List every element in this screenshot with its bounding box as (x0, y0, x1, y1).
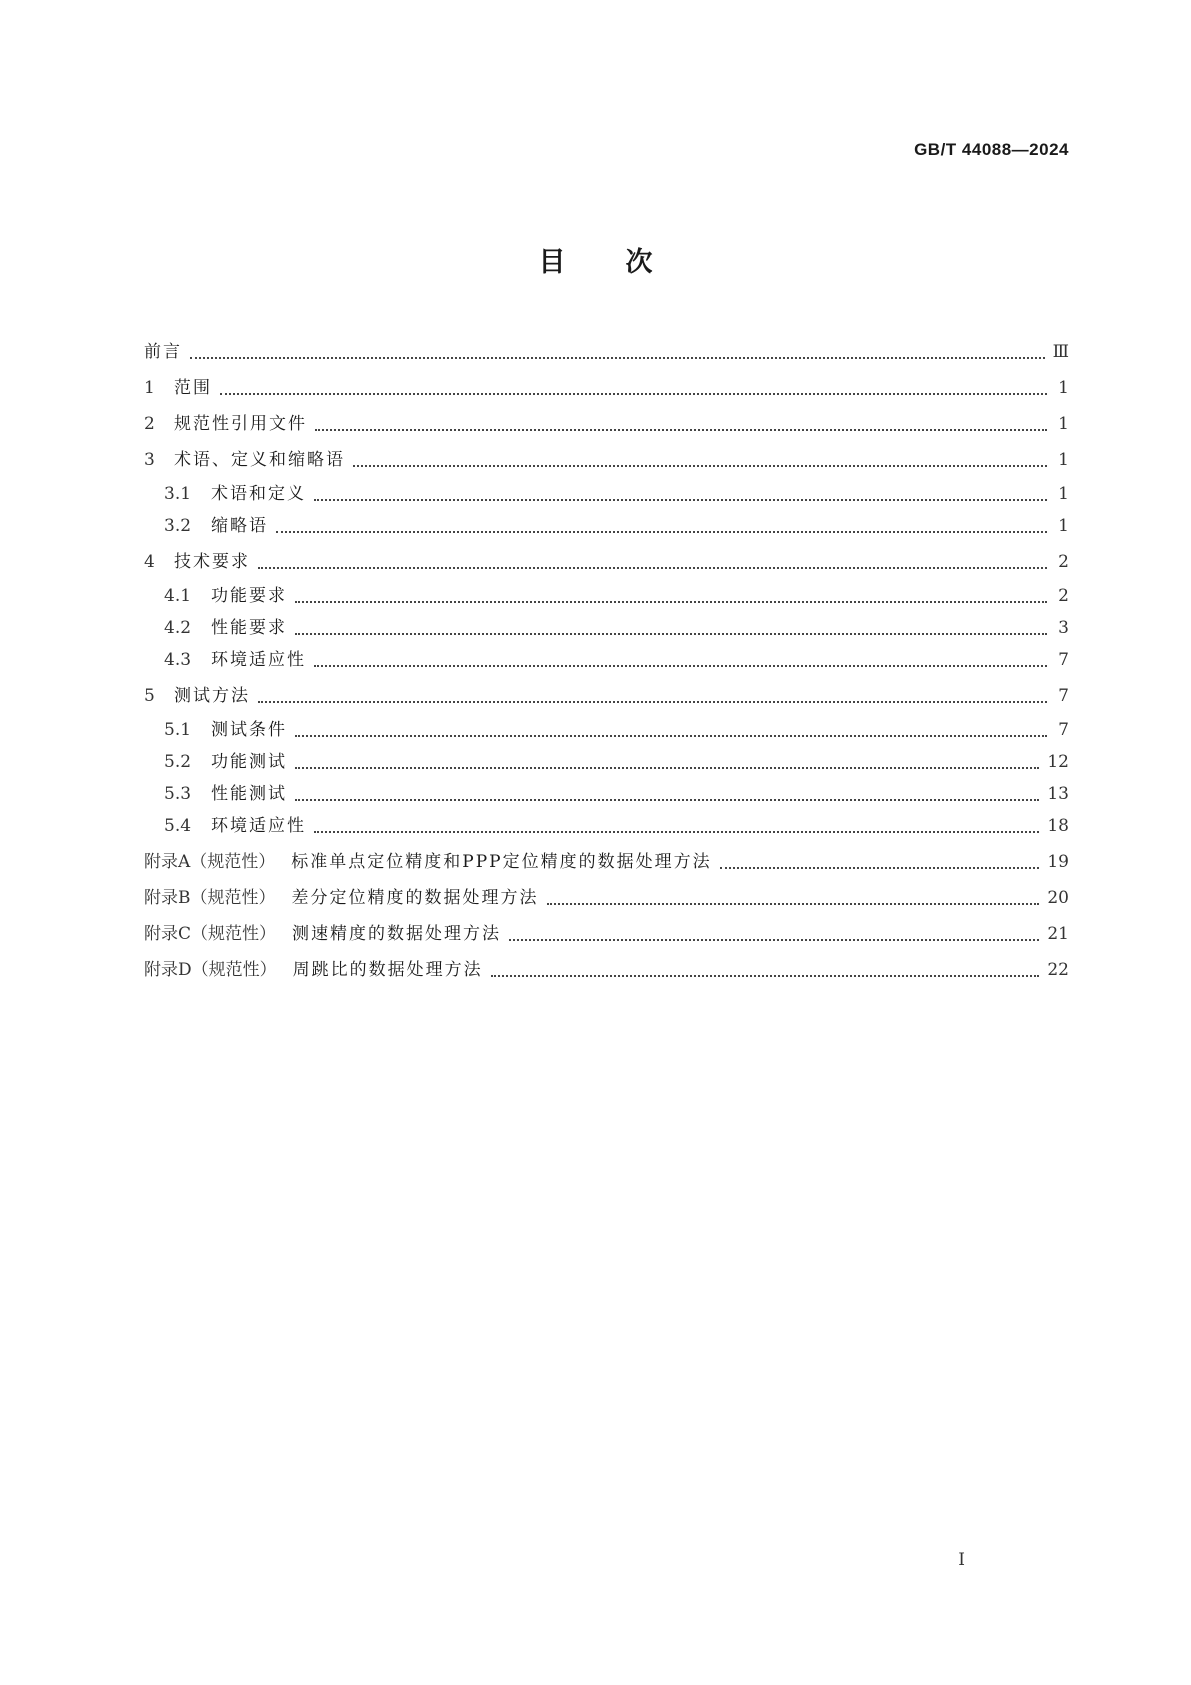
toc-entry-number: 4.2 (164, 618, 192, 638)
toc-entry-number: 3.2 (164, 516, 192, 536)
toc-dot-leader (353, 464, 1047, 467)
toc-entry-page: 1 (1058, 484, 1069, 504)
toc-entry-page: 20 (1047, 888, 1069, 908)
toc-entry-page: 19 (1047, 852, 1069, 872)
toc-entry-number: 5.1 (164, 720, 192, 740)
toc-entry-page: 1 (1058, 378, 1069, 398)
toc-entry-number: 5 (144, 686, 155, 706)
toc-entry-label: 前言 (144, 342, 182, 362)
toc-dot-leader (276, 530, 1047, 533)
toc-entry-label: 环境适应性 (211, 816, 306, 836)
toc-entry-label: 性能要求 (211, 618, 287, 638)
toc-entry-page: 2 (1058, 586, 1069, 606)
toc-dot-leader (258, 566, 1047, 569)
toc-entry-label: 性能测试 (211, 784, 287, 804)
toc-entry-label: 技术要求 (174, 552, 250, 572)
toc-entry-label: 差分定位精度的数据处理方法 (291, 888, 539, 908)
page-title: 目次 (538, 247, 713, 278)
toc-entry-number: 5.3 (164, 784, 192, 804)
toc-dot-leader (295, 766, 1039, 769)
toc-entry-number: 附录D（规范性） (144, 960, 277, 980)
standard-code: GB/T 44088—2024 (914, 140, 1069, 159)
toc-entry-number: 3.1 (164, 484, 192, 504)
toc-entry-label: 周跳比的数据处理方法 (292, 960, 483, 980)
toc-entry-label: 功能要求 (211, 586, 287, 606)
toc-entry-5-2[interactable] (144, 750, 1069, 774)
table-of-contents (144, 340, 1069, 982)
toc-entry-2[interactable] (144, 412, 1069, 436)
toc-entry-label: 功能测试 (211, 752, 287, 772)
toc-dot-leader (314, 830, 1039, 833)
toc-entry-label: 测试方法 (174, 686, 250, 706)
toc-entry-5-3[interactable] (144, 782, 1069, 806)
toc-entry-page: 21 (1047, 924, 1069, 944)
toc-entry-3-1[interactable] (144, 482, 1069, 506)
toc-entry-number: 4 (144, 552, 155, 572)
toc-entry-5[interactable] (144, 684, 1069, 708)
toc-entry-label: 规范性引用文件 (174, 414, 307, 434)
toc-entry-page: 2 (1058, 552, 1069, 572)
toc-entry-label: 测速精度的数据处理方法 (292, 924, 502, 944)
toc-entry-number: 1 (144, 378, 155, 398)
toc-entry-page: Ⅲ (1052, 342, 1069, 362)
toc-dot-leader (295, 600, 1047, 603)
toc-entry-page: 1 (1058, 516, 1069, 536)
toc-dot-leader (491, 974, 1040, 977)
toc-entry-label: 术语和定义 (211, 484, 306, 504)
toc-entry-page: 18 (1047, 816, 1069, 836)
toc-entry-number: 5.2 (164, 752, 192, 772)
toc-dot-leader (314, 498, 1047, 501)
toc-entry-label: 缩略语 (211, 516, 268, 536)
toc-dot-leader (220, 392, 1047, 395)
toc-dot-leader (258, 700, 1047, 703)
toc-entry-appendix-c[interactable] (144, 922, 1069, 946)
toc-entry-foreword[interactable] (144, 340, 1069, 364)
toc-dot-leader (295, 734, 1047, 737)
toc-dot-leader (295, 798, 1039, 801)
toc-entry-number: 3 (144, 450, 155, 470)
toc-entry-number: 附录C（规范性） (144, 924, 277, 944)
toc-entry-appendix-d[interactable] (144, 958, 1069, 982)
toc-entry-appendix-b[interactable] (144, 886, 1069, 910)
toc-dot-leader (314, 664, 1047, 667)
toc-entry-number: 2 (144, 414, 155, 434)
toc-entry-page: 1 (1058, 414, 1069, 434)
toc-entry-label: 范围 (174, 378, 212, 398)
toc-dot-leader (315, 428, 1047, 431)
page-number: Ⅰ (958, 1550, 965, 1570)
toc-entry-page: 3 (1058, 618, 1069, 638)
toc-entry-4-3[interactable] (144, 648, 1069, 672)
toc-entry-page: 13 (1047, 784, 1069, 804)
toc-entry-number: 5.4 (164, 816, 192, 836)
toc-dot-leader (295, 632, 1047, 635)
toc-entry-page: 7 (1058, 720, 1069, 740)
toc-entry-page: 7 (1058, 686, 1069, 706)
toc-dot-leader (190, 356, 1045, 359)
toc-entry-label: 术语、定义和缩略语 (174, 450, 345, 470)
toc-entry-label: 测试条件 (211, 720, 287, 740)
toc-entry-page: 12 (1047, 752, 1069, 772)
toc-dot-leader (720, 866, 1040, 869)
toc-entry-page: 1 (1058, 450, 1069, 470)
toc-entry-page: 7 (1058, 650, 1069, 670)
toc-entry-4-1[interactable] (144, 584, 1069, 608)
toc-entry-appendix-a[interactable] (144, 850, 1069, 874)
toc-entry-page: 22 (1047, 960, 1069, 980)
toc-entry-4-2[interactable] (144, 616, 1069, 640)
toc-entry-5-4[interactable] (144, 814, 1069, 838)
toc-entry-number: 附录A（规范性） (144, 852, 276, 872)
toc-entry-1[interactable] (144, 376, 1069, 400)
toc-entry-3-2[interactable] (144, 514, 1069, 538)
toc-entry-number: 4.1 (164, 586, 192, 606)
toc-dot-leader (509, 938, 1039, 941)
toc-dot-leader (547, 902, 1040, 905)
toc-entry-5-1[interactable] (144, 718, 1069, 742)
toc-entry-4[interactable] (144, 550, 1069, 574)
toc-entry-number: 附录B（规范性） (144, 888, 276, 908)
toc-entry-label: 环境适应性 (211, 650, 306, 670)
toc-entry-number: 4.3 (164, 650, 192, 670)
toc-entry-label: 标准单点定位精度和PPP定位精度的数据处理方法 (291, 852, 712, 872)
toc-entry-3[interactable] (144, 448, 1069, 472)
